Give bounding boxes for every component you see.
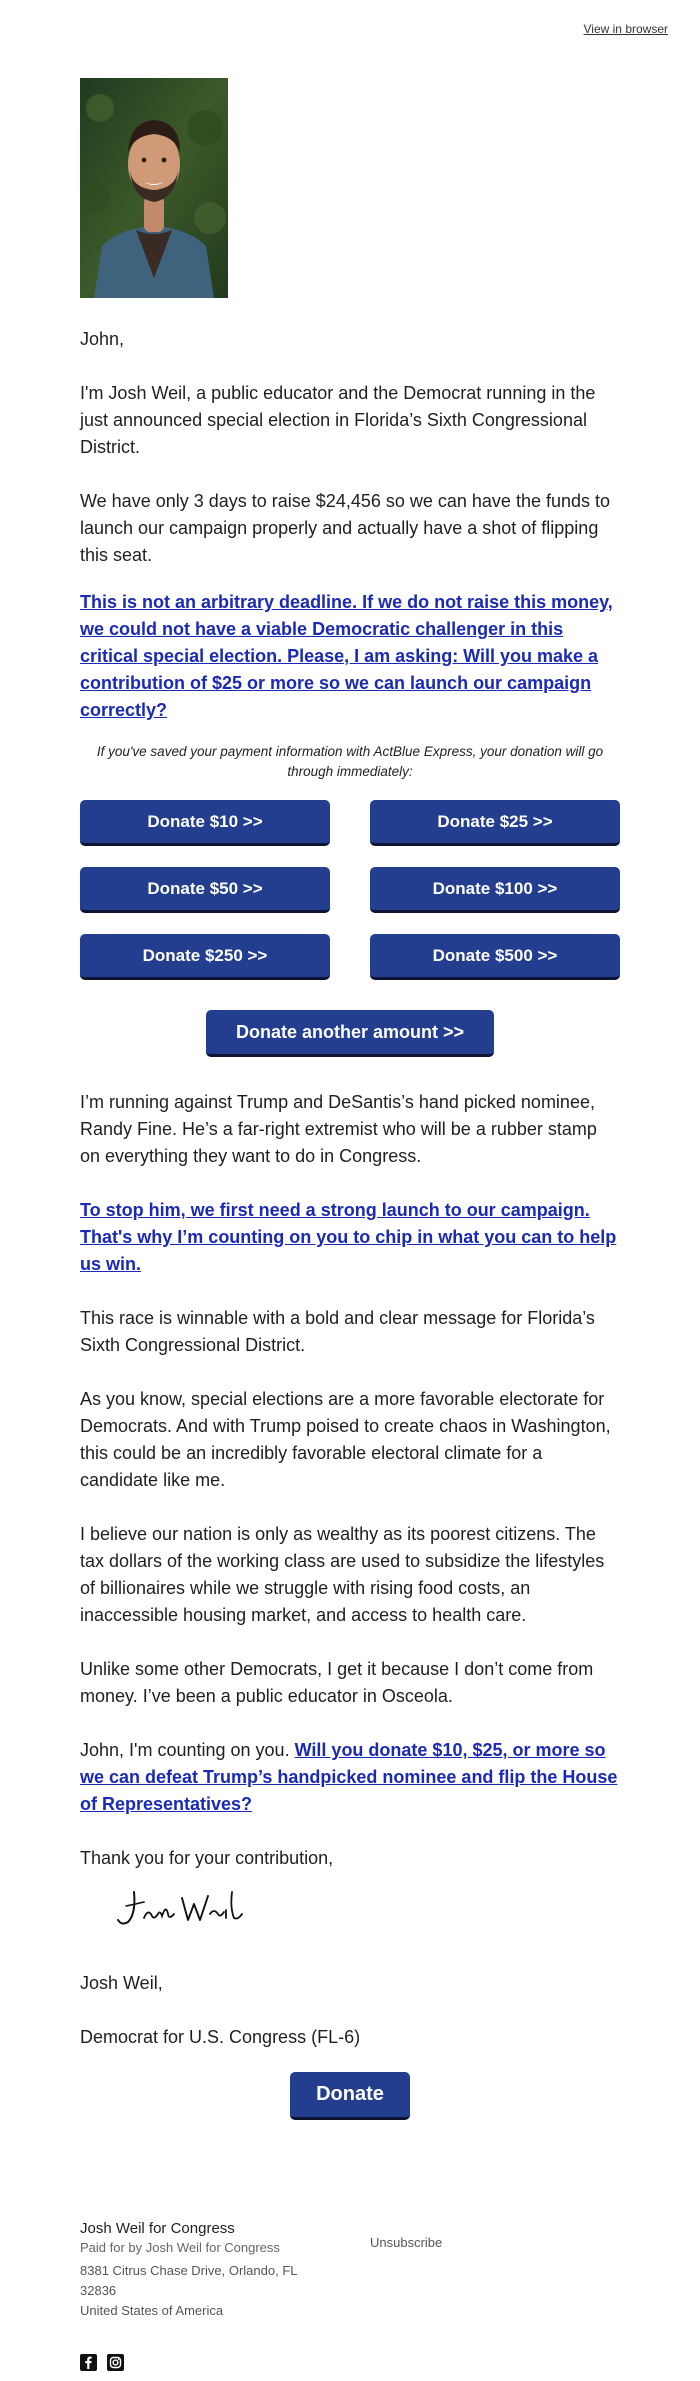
donate-250-button[interactable]: Donate $250 >> [80,934,330,980]
greeting: John, [80,329,125,349]
ask-block-1 [80,589,620,724]
footer [80,2220,640,2321]
address-line-2: 32836 [80,2283,117,2298]
footer-address [80,2261,640,2321]
final-ask-lead: John, I'm counting on you. [80,1740,290,1760]
signature [114,1884,244,1934]
address-line-1: 8381 Citrus Chase Drive, Orlando, FL [80,2263,298,2278]
candidate-photo [80,78,228,298]
donation-ask-link-1[interactable]: This is not an arbitrary deadline. If we do not raise this money, we could not have a viable Democratic challenger in this critical special election. Please, I am asking: Will you make a contribution of $25 or more so we can launch our campaign correctly? [80,592,613,720]
facebook-icon[interactable] [80,2354,97,2371]
donate-button-grid [80,800,620,980]
donate-final-button[interactable]: Donate [290,2072,410,2120]
donate-other-amount-button[interactable]: Donate another amount >> [206,1010,494,1057]
signoff-title: Democrat for U.S. Congress (FL-6) [80,2027,361,2047]
ask-block-2 [80,1197,620,1278]
footer-org-name: Josh Weil for Congress [80,2220,235,2237]
donate-500-button[interactable]: Donate $500 >> [370,934,620,980]
donate-25-button[interactable]: Donate $25 >> [370,800,620,846]
paragraph-winnable: This race is winnable with a bold and clear message for Florida’s Sixth Congressional District. [80,1308,595,1355]
paragraph-final-ask [80,1737,620,1818]
paragraph-intro: I'm Josh Weil, a public educator and the Democrat running in the just announced special election in Florida’s Sixth Congressional District. [80,383,596,457]
donate-50-button[interactable]: Donate $50 >> [80,867,330,913]
donation-ask-link-3[interactable]: Will you donate $10, $25, or more so we can defeat Trump’s handpicked nominee and flip the House of Representatives? [80,1740,618,1814]
email-body [80,78,620,2120]
paragraph-background: Unlike some other Democrats, I get it because I don’t come from money. I’ve been a public educator in Osceola. [80,1659,594,1706]
unsubscribe-link[interactable]: Unsubscribe [370,2235,443,2250]
paragraph-values: I believe our nation is only as wealthy as its poorest citizens. The tax dollars of the working class are used to subsidize the lifestyles of billionaires while we struggle with rising food costs, an inaccessible housing market, and access to health care. [80,1524,605,1625]
paragraph-fundraising-goal: We have only 3 days to raise $24,456 so we can have the funds to launch our campaign properly and actually have a shot of flipping this seat. [80,491,611,565]
top-bar [584,20,668,38]
donate-10-button[interactable]: Donate $10 >> [80,800,330,846]
paragraph-opponent: I’m running against Trump and DeSantis’s hand picked nominee, Randy Fine. He’s a far-right extremist who will be a rubber stamp on everything they want to do in Congress. [80,1092,597,1166]
thanks-line: Thank you for your contribution, [80,1848,334,1868]
paragraph-special-elections: As you know, special elections are a more favorable electorate for Democrats. And with Trump poised to create chaos in Washington, this could be an incredibly favorable electoral climate for a candidate like me. [80,1389,611,1490]
paid-for-by: Paid for by Josh Weil for Congress [80,2240,280,2255]
donate-100-button[interactable]: Donate $100 >> [370,867,620,913]
actblue-express-note: If you've saved your payment information with ActBlue Express, your donation will go through immediately: [96,744,604,779]
donation-ask-link-2[interactable]: To stop him, we first need a strong launch to our campaign. That's why I’m counting on you to chip in what you can to help us win. [80,1200,617,1274]
view-in-browser-link[interactable]: View in browser [583,22,668,36]
address-country: United States of America [80,2303,224,2318]
signoff-name: Josh Weil, [80,1973,163,1993]
instagram-icon[interactable] [107,2354,124,2371]
social-links [80,2354,124,2371]
